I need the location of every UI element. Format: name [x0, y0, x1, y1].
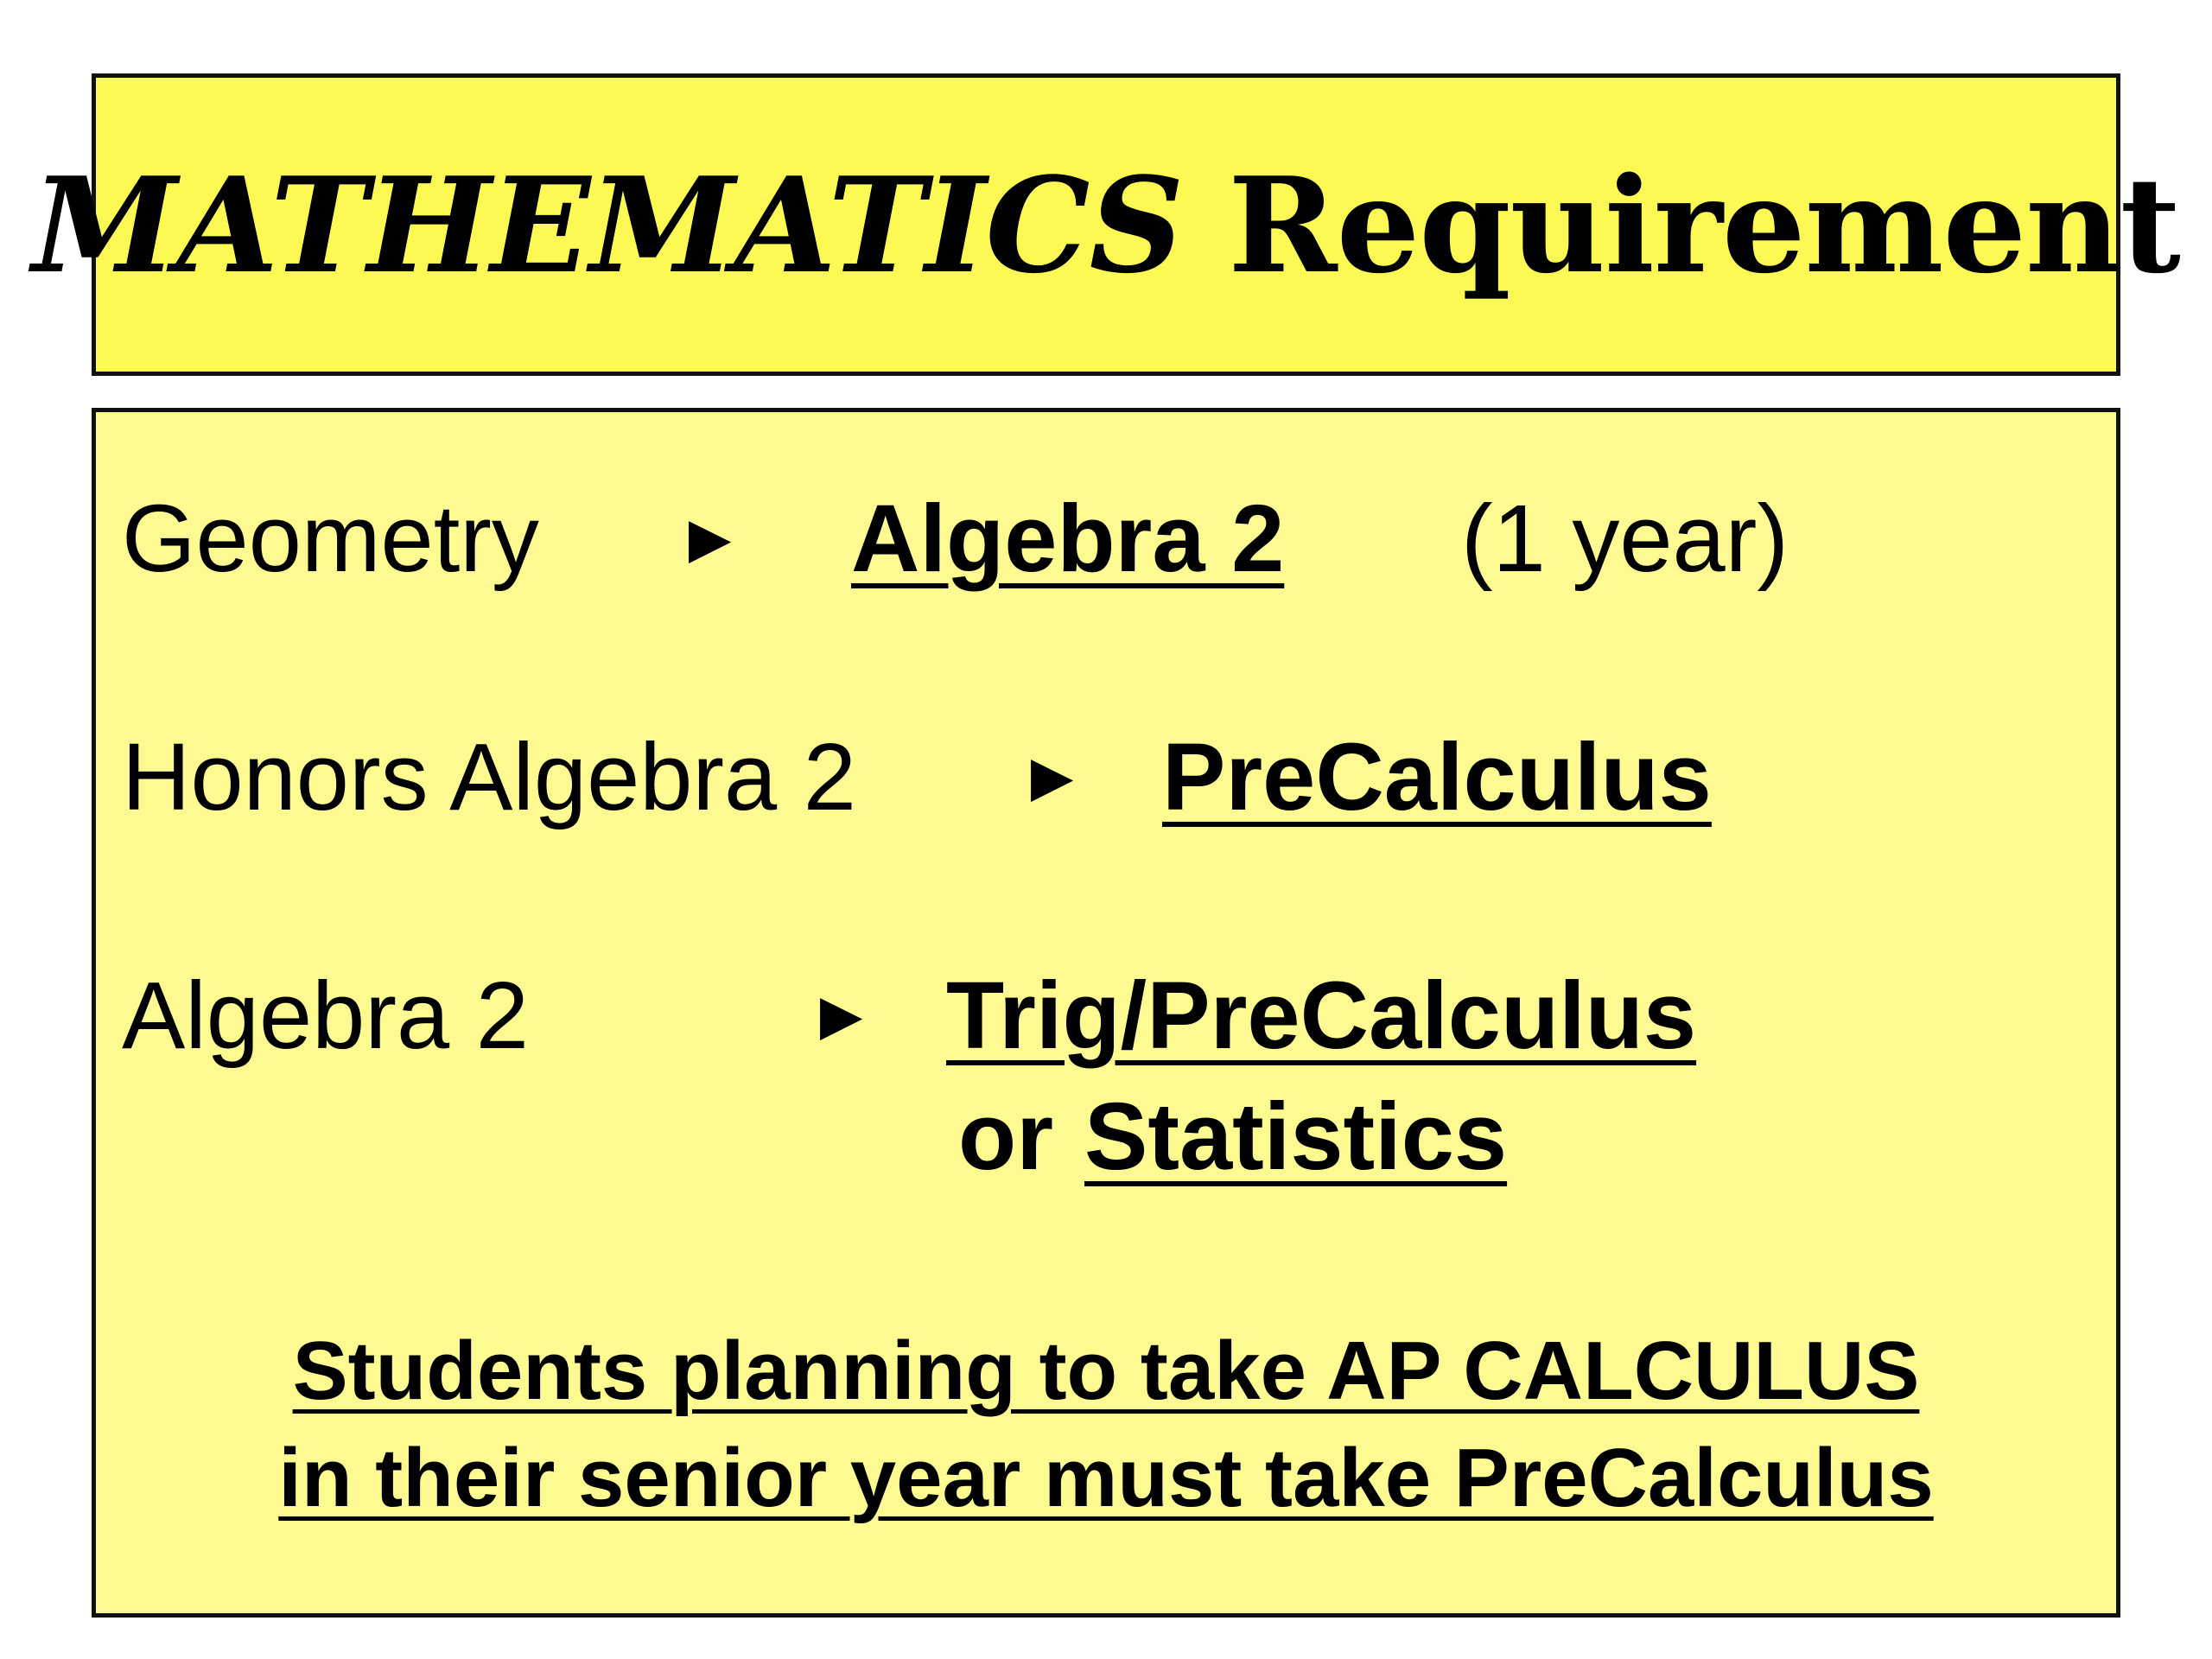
title-banner	[32, 73, 2180, 376]
title-italic-part: MATHEMATICS	[32, 147, 1184, 302]
row-2-from: Honors Algebra 2	[122, 724, 856, 830]
row-1-from: Geometry	[122, 486, 539, 592]
row-3-or-label: or	[958, 1084, 1053, 1190]
page-title	[32, 148, 2180, 302]
title-rest: Requirement	[1228, 147, 2180, 302]
row-3-from: Algebra 2	[122, 963, 529, 1069]
row-1-to-course: Algebra 2	[851, 486, 1285, 592]
row-1-arrow-icon: ►	[675, 499, 746, 578]
footnote-line-2: in their senior year must take PreCalculus	[278, 1432, 1934, 1524]
requirements-panel	[92, 408, 2120, 1618]
row-2-arrow-icon: ►	[1017, 738, 1088, 817]
row-1-duration: (1 year)	[1461, 486, 1789, 592]
row-3-arrow-icon: ►	[806, 976, 877, 1055]
row-2-to-course: PreCalculus	[1162, 724, 1712, 830]
row-3-to-course: Trig/PreCalculus	[946, 963, 1697, 1069]
footnote-line-1: Students planning to take AP CALCULUS	[292, 1325, 1920, 1417]
row-3-alt-course: Statistics	[1084, 1084, 1508, 1190]
